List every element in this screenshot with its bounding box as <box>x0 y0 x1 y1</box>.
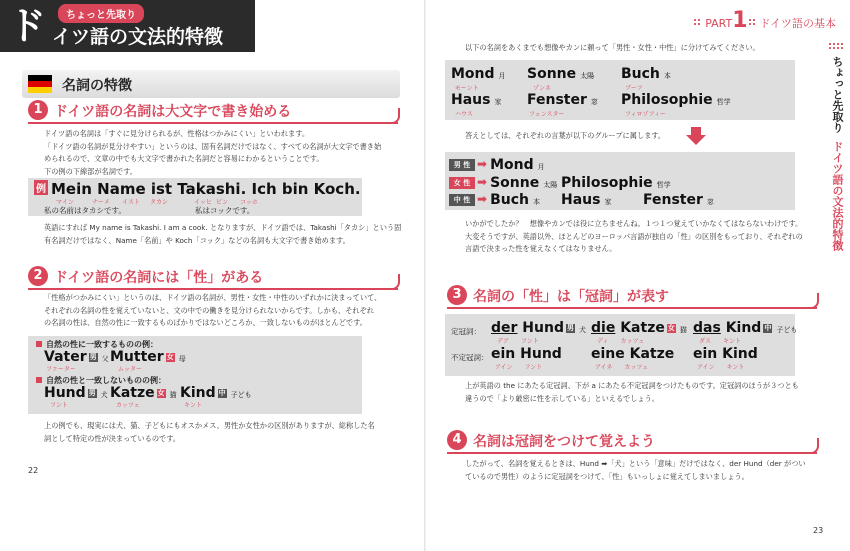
answer-intro: 答えとしては、それぞれの言葉が以下のグループに属します。 <box>465 131 666 140</box>
down-arrow-icon <box>686 135 706 145</box>
noun-example: Vater 男 父 <box>44 349 109 365</box>
noun-example: Hund 男 犬 <box>44 385 108 401</box>
example-sentence: 例 Mein Name ist Takashi. Ich bin Koch. <box>36 180 361 198</box>
subheading-4 <box>447 430 817 454</box>
paragraph-r1: いかがでしたか？ 想像やカンでは役に立ちませんね。１つ１つ覚えていかなくてはならないわけです。 大変そうですが、英語以外、ほとんどのヨーロッパ言語が独自の「性」の区別をもっており、それぞれの 言語で決まった性を覚えなくてはなりません。 <box>465 219 803 253</box>
kana: フェンスター <box>529 111 565 118</box>
subheading-3 <box>447 285 817 309</box>
subheading-title: ドイツ語の名詞には「性」がある <box>54 270 264 286</box>
answer-word: Fenster 窓 <box>643 192 714 208</box>
part-label: PART1 ドイツ語の基本 <box>693 8 836 33</box>
kana: タカシ <box>150 199 169 206</box>
noun-example: Mond 月 <box>451 66 506 82</box>
definite-noun: die Katze 女 猫 <box>591 320 687 336</box>
number-badge: 2 <box>28 266 48 286</box>
paragraph-2: 英語にすれば My name is Takashi. I am a cook. となりますが、ドイツ語では、Takashi「タカシ」という固 有名詞だけではなく、Name「名前」や Koch「コック」などの名詞も大文字で書き始めます。 <box>44 223 402 245</box>
subheading-title: 名詞の「性」は「冠詞」が表す <box>473 289 669 305</box>
subheading-1 <box>28 100 398 124</box>
paragraph-3: 「性格がつかみにくい」というのは、ドイツ語の名詞が、男性・女性・中性のいずれかに決まっていて、 それぞれの名詞の性を覚えていないと、文の中での働きを見分けられないからです。しかも、それぞれ の名詞の性は、自然の性に一致するものばかりではないどころか、一致しないものがほとんどです。 <box>44 293 382 327</box>
kana: フィロゾフィー <box>625 111 667 118</box>
paragraph-r2: 上が英語の the にあたる定冠詞、下が a にあたる不定冠詞をつけたものです。定冠詞のほうが３つとも 違うので「より厳密に性を示している」といえるでしょう。 <box>465 381 799 403</box>
kana: イッヒ <box>194 199 212 206</box>
kana: ハウス <box>455 111 473 118</box>
kana: ビン <box>216 199 229 206</box>
number-badge: 3 <box>447 285 467 305</box>
definite-noun: das Kind 中 子ども <box>693 320 798 336</box>
kana: フント <box>50 402 68 409</box>
answer-row-neuter: 中 性 ➡ Buch 本 <box>449 192 540 208</box>
example-translation: 私の名前はタカシです。 <box>44 206 126 215</box>
down-arrow-icon <box>691 127 701 135</box>
subheading-title: ドイツ語の名詞は大文字で書き始める <box>54 104 292 120</box>
example-translation: 私はコックです。 <box>195 206 255 215</box>
subheading-title: 名詞は冠詞をつけて覚えよう <box>473 434 655 450</box>
right-page <box>425 0 850 551</box>
box-heading: 自然の性に一致するものの例： <box>36 339 158 350</box>
kana: アイン キント <box>697 364 745 371</box>
section-banner <box>22 70 400 98</box>
kana: ムッター <box>118 366 142 373</box>
example-mark: 例 <box>34 180 48 195</box>
noun-example: Fenster 窓 <box>527 92 598 108</box>
paragraph-r3: したがって、名詞を覚えるときは、Hund ➡「犬」という「意味」だけではなく、der Hund（der がつい ているので男性）のように定冠詞をつけて、「性」もいっしょに覚えてしまいましょう。 <box>465 459 806 481</box>
subheading-2 <box>28 266 398 290</box>
definite-noun: der Hund 男 犬 <box>491 320 586 336</box>
noun-example: Haus 家 <box>451 92 502 108</box>
paragraph-1: ドイツ語の名詞は「すぐに見分けられるが、性格はつかみにくい」といわれます。 「ドイツ語の名詞が見分けやすい」というのは、固有名詞だけではなく、すべての名詞が大文字で書き始 められるので、文章の中でも大文字で書かれた名詞だと容易にわかるということです。 下の例の下線部が名詞です。 <box>44 129 382 176</box>
kana: ナーメ <box>92 199 110 206</box>
indefinite-label: 不定冠詞： <box>451 353 489 362</box>
answer-word: Haus 家 <box>561 192 612 208</box>
answer-word: Philosophie 哲学 <box>561 175 671 191</box>
indefinite-noun: eine Katze <box>591 346 675 362</box>
noun-example: Philosophie 哲学 <box>621 92 731 108</box>
noun-example: Kind 中 子ども <box>180 385 252 401</box>
noun-example: Buch 本 <box>621 66 671 82</box>
kana: ブーフ <box>625 85 643 92</box>
kana: カッツェ <box>116 402 140 409</box>
header-title: イツ語の文法的特徴 <box>52 26 224 48</box>
page-number: 22 <box>28 466 39 475</box>
noun-example: Mutter 女 母 <box>110 349 186 365</box>
definite-label: 定冠詞： <box>451 327 481 336</box>
kana: モーント <box>455 85 479 92</box>
dots-icon <box>828 42 844 50</box>
box-heading: 自然の性と一致しないものの例： <box>36 375 166 386</box>
kana: アイン フント <box>495 364 543 371</box>
indefinite-noun: ein Hund <box>491 346 562 362</box>
kana: キント <box>184 402 202 409</box>
kana: イスト <box>122 199 140 206</box>
header-tag: ちょっと先取り <box>58 4 144 23</box>
kana: ファーター <box>46 366 76 373</box>
header-big-char: ド <box>8 4 47 48</box>
kana: デア フント <box>497 338 539 345</box>
noun-example: Sonne 太陽 <box>527 66 595 82</box>
answer-row-masculine: 男 性 ➡ Mond 月 <box>449 157 545 173</box>
number-badge: 4 <box>447 430 467 450</box>
paragraph-4: 上の例でも、現実には犬、猫、子どもにもオスかメス、男性か女性かの区別がありますが、総称した名 詞として特定の性が決まっているのです。 <box>44 421 375 443</box>
kana: マイン <box>56 199 74 206</box>
dots-icon <box>693 18 701 26</box>
side-tab: ちょっと先取りドイツ語の文法的特徴 <box>831 56 844 251</box>
section-title: 名詞の特徴 <box>62 78 132 94</box>
kana: ディ カッツェ <box>597 338 645 345</box>
number-badge: 1 <box>28 100 48 120</box>
kana: アイネ カッツェ <box>595 364 649 371</box>
german-flag-icon <box>28 75 52 93</box>
kana: コッホ <box>240 199 258 206</box>
dots-icon <box>748 18 756 26</box>
noun-example: Katze 女 猫 <box>110 385 177 401</box>
answer-row-feminine: 女 性 ➡ Sonne 太陽 <box>449 175 557 191</box>
kana: ゾンネ <box>533 85 551 92</box>
kana: ダス キント <box>699 338 741 345</box>
intro-text: 以下の名詞をあくまでも想像やカンに頼って「男性・女性・中性」に分けてみてください。 <box>465 43 760 52</box>
indefinite-noun: ein Kind <box>693 346 758 362</box>
page-number: 23 <box>813 526 824 535</box>
